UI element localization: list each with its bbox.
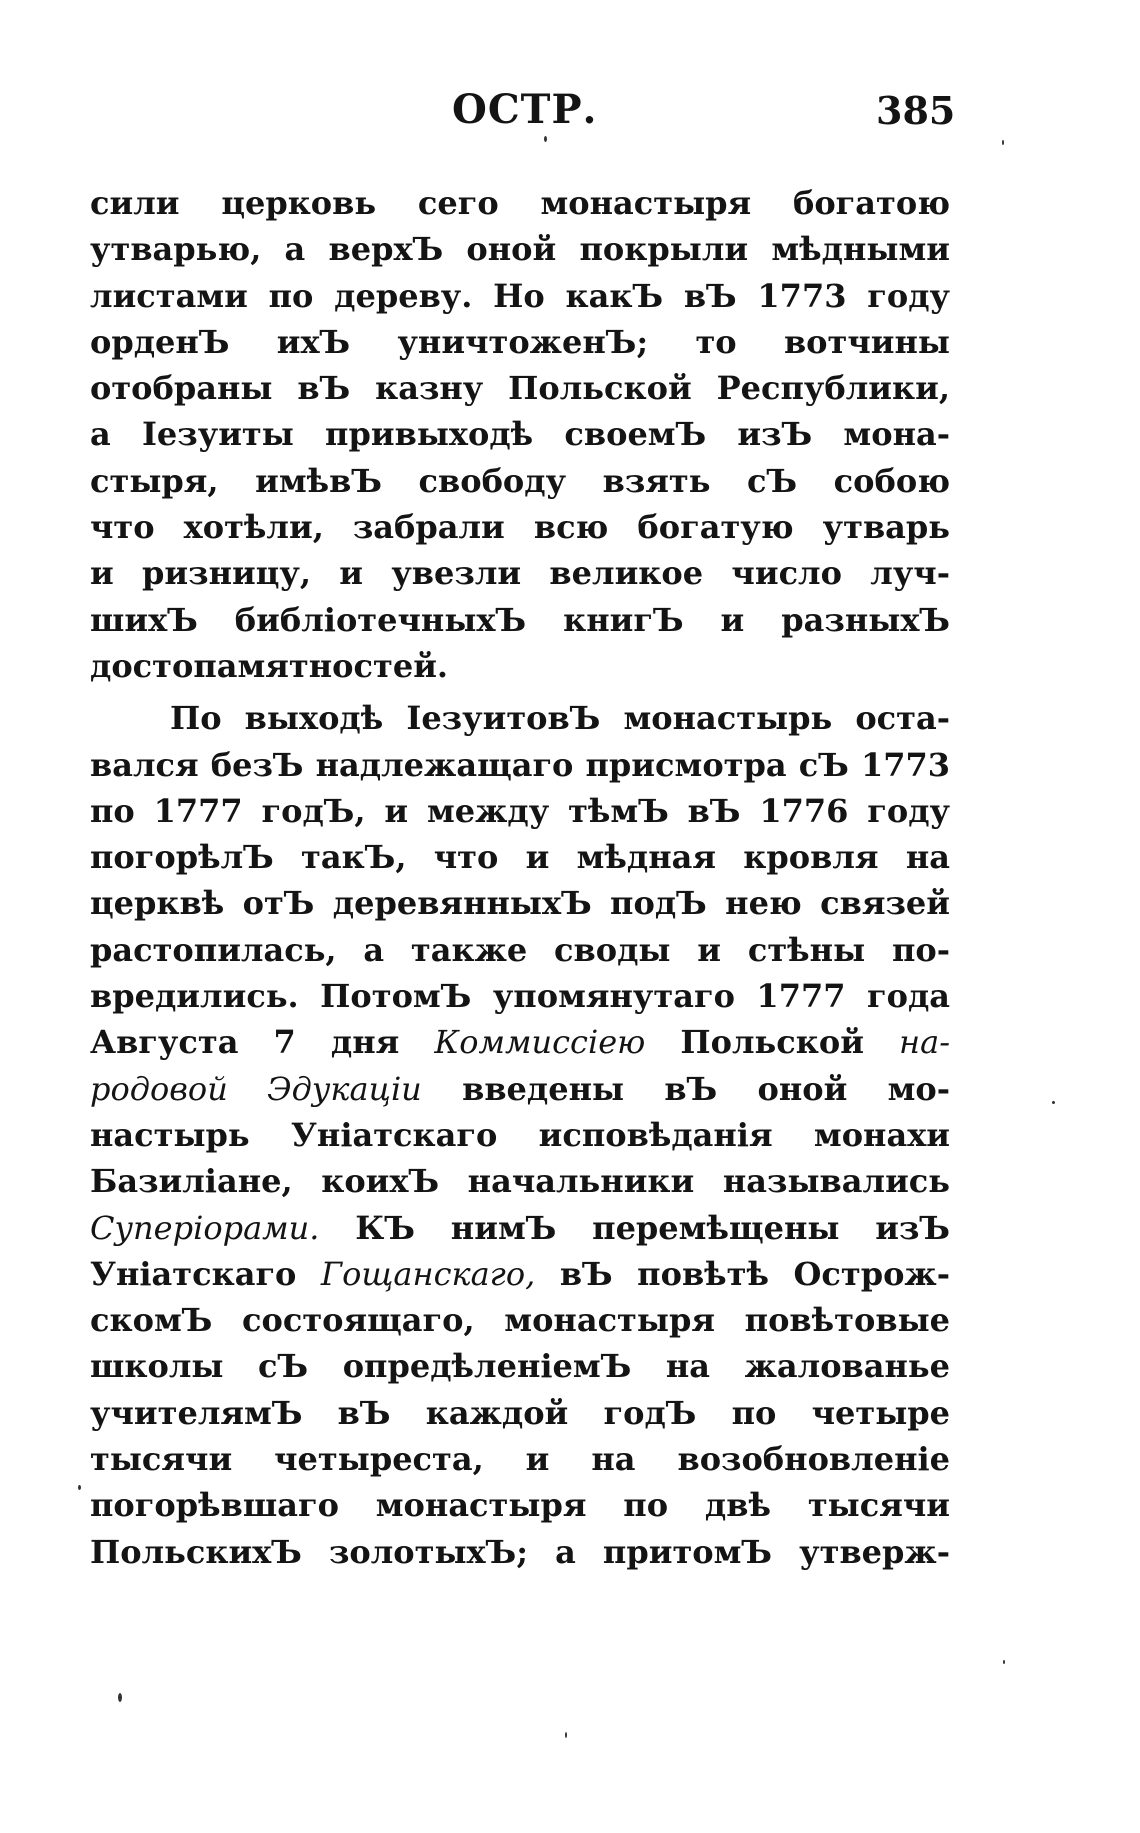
text-line: шихЪ библiотечныхЪ книгЪ и разныхЪ xyxy=(90,600,950,639)
running-title: ОСТР. xyxy=(452,86,598,133)
italic-term: на- xyxy=(899,1023,951,1062)
page-number: 385 xyxy=(876,88,956,133)
text-line: По выходѣ IезуитовЪ монастырь оста- xyxy=(170,699,950,738)
text-line: а Iезуиты привыходѣ своемЪ изЪ мона- xyxy=(90,415,950,454)
text-line xyxy=(90,1066,950,1112)
text-run: введены вЪ оной мо- xyxy=(462,1069,951,1108)
scan-speck xyxy=(78,1485,81,1490)
text-line: вредились. ПотомЪ упомянутаго 1777 года xyxy=(90,977,950,1016)
italic-term: Суперiорами. xyxy=(90,1208,320,1247)
text-line: погорѣлЪ такЪ, что и мѣдная кровля на xyxy=(90,838,950,877)
italic-term: Гощанскаго, xyxy=(320,1254,536,1293)
italic-term: родовой Эдукацiи xyxy=(90,1069,422,1108)
text-run: Польской xyxy=(680,1023,864,1062)
text-line: листами по дереву. Но какЪ вЪ 1773 году xyxy=(90,276,950,315)
text-line: что хотѣли, забрали всю богатую утварь xyxy=(90,508,950,547)
text-line: настырь Унiатскаго исповѣданiя монахи xyxy=(90,1115,950,1154)
text-line xyxy=(90,1019,950,1065)
text-run: Унiатскаго xyxy=(90,1254,297,1293)
scan-speck xyxy=(118,1693,122,1702)
text-line: вался безЪ надлежащаго присмотра сЪ 1773 xyxy=(90,745,950,784)
scan-speck xyxy=(544,136,547,142)
text-line: сили церковь сего монастыря богатою xyxy=(90,184,950,222)
text-line: достопамятностей. xyxy=(90,646,449,685)
text-line: утварью, а верхЪ оной покрыли мѣдными xyxy=(90,230,950,269)
text-line xyxy=(90,1205,950,1251)
text-line: ПольскихЪ золотыхЪ; а притомЪ утверж- xyxy=(90,1532,950,1571)
text-line: тысячи четыреста, и на возобновленiе xyxy=(90,1440,950,1479)
text-line: школы сЪ опредѣленiемЪ на жалованье xyxy=(90,1347,950,1386)
text-line: орденЪ ихЪ уничтоженЪ; то вотчины xyxy=(90,322,950,361)
text-line: растопилась, а также своды и стѣны по- xyxy=(90,930,950,969)
text-line xyxy=(90,1251,950,1297)
text-run: вЪ повѣтѣ Острож- xyxy=(559,1254,951,1293)
text-line: отобраны вЪ казну Польской Республики, xyxy=(90,369,950,408)
text-run: КЪ нимЪ перемѣщены изЪ xyxy=(355,1208,951,1247)
text-line: по 1777 годЪ, и между тѣмЪ вЪ 1776 году xyxy=(90,791,950,830)
text-line: церквѣ отЪ деревянныхЪ подЪ нею связей xyxy=(90,884,950,923)
running-head xyxy=(0,86,1140,146)
body-text xyxy=(90,180,950,1575)
scan-speck xyxy=(1002,140,1004,145)
text-run: Августа 7 дня xyxy=(90,1023,400,1062)
scan-speck xyxy=(1052,1101,1055,1104)
scan-speck xyxy=(1003,1660,1005,1664)
text-line: стыря, имѣвЪ свободу взять сЪ собою xyxy=(90,461,950,500)
text-line: скомЪ состоящаго, монастыря повѣтовые xyxy=(90,1301,950,1340)
italic-term: Коммиссiею xyxy=(434,1023,646,1062)
text-line: погорѣвшаго монастыря по двѣ тысячи xyxy=(90,1486,950,1525)
text-line: учителямЪ вЪ каждой годЪ по четыре xyxy=(90,1393,950,1432)
text-line: и ризницу, и увезли великое число луч- xyxy=(90,554,950,593)
text-line: Базилiане, коихЪ начальники назывались xyxy=(90,1162,950,1201)
scan-speck xyxy=(565,1732,567,1738)
